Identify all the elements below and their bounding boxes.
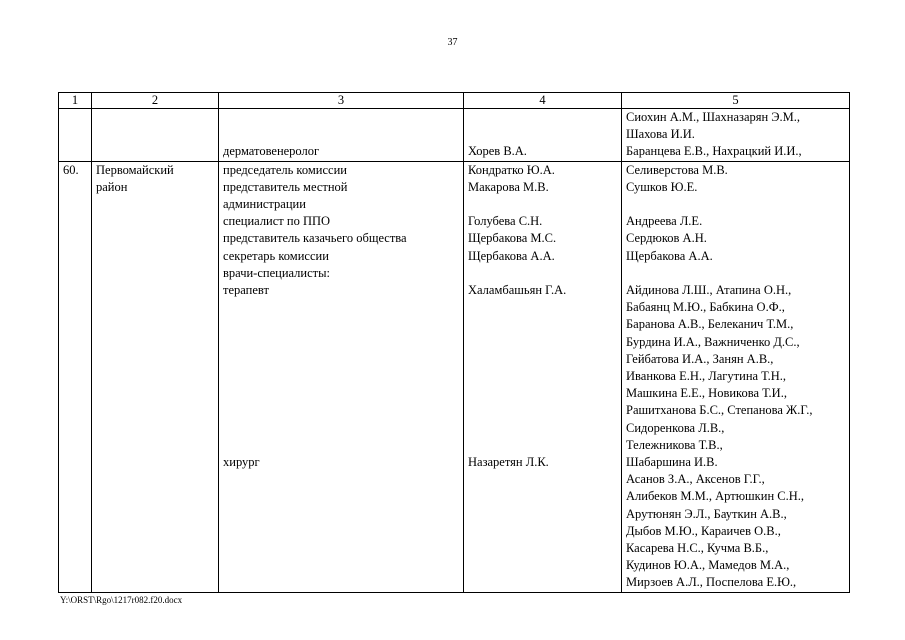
text-line: Назаретян Л.К. bbox=[468, 454, 549, 469]
text-line: Бабаянц М.Ю., Бабкина О.Ф., bbox=[626, 300, 785, 315]
text-line bbox=[223, 385, 459, 402]
cont-district-cell bbox=[92, 109, 219, 162]
text-line: врачи-специалисты: bbox=[223, 265, 330, 280]
cont-member-cell bbox=[464, 109, 622, 162]
text-line: дерматовенеролог bbox=[223, 144, 320, 159]
text-line bbox=[223, 523, 459, 540]
text-line bbox=[468, 505, 617, 522]
row-number: 60. bbox=[59, 161, 92, 592]
text-line bbox=[223, 402, 459, 419]
text-line bbox=[468, 385, 617, 402]
position-cell bbox=[219, 161, 464, 592]
text-line bbox=[626, 265, 845, 282]
text-line bbox=[468, 299, 617, 316]
text-line: Арутюнян Э.Л., Бауткин А.В., bbox=[626, 506, 787, 521]
commission-table bbox=[58, 92, 850, 593]
text-line: Сиохин А.М., Шахназарян Э.М., bbox=[626, 110, 801, 124]
text-line: Баранова А.В., Белеканич Т.М., bbox=[626, 317, 794, 332]
text-line bbox=[468, 126, 617, 143]
header-col-4: 4 bbox=[464, 93, 622, 109]
text-line bbox=[223, 488, 459, 505]
text-line: Хорев В.А. bbox=[468, 144, 527, 159]
text-line bbox=[468, 437, 617, 454]
reserves bbox=[626, 162, 845, 592]
text-line: Халамбашьян Г.А. bbox=[468, 283, 567, 297]
member-cell bbox=[464, 161, 622, 592]
text-line: Рашитханова Б.С., Степанова Ж.Г., bbox=[626, 403, 813, 418]
text-line: Шабаршина И.В. bbox=[626, 455, 718, 470]
text-line: Баранцева Е.В., Нахрацкий И.И., bbox=[626, 144, 802, 159]
text-line bbox=[468, 488, 617, 505]
text-line: Щербакова М.С. bbox=[468, 231, 557, 246]
text-line: Бурдина И.А., Важниченко Д.С., bbox=[626, 334, 800, 349]
text-line: Асанов З.А., Аксенов Г.Г., bbox=[626, 472, 765, 487]
text-line bbox=[468, 196, 617, 213]
text-line: Щербакова А.А. bbox=[626, 248, 713, 263]
text-line: Касарева Н.С., Кучма В.Б., bbox=[626, 541, 769, 556]
text-line: Айдинова Л.Ш., Атапина О.Н., bbox=[626, 283, 792, 297]
cont-positions bbox=[223, 109, 459, 161]
text-line bbox=[223, 299, 459, 316]
text-line bbox=[223, 334, 459, 351]
header-col-2: 2 bbox=[92, 93, 219, 109]
text-line bbox=[468, 265, 617, 282]
text-line: Сердюков А.Н. bbox=[626, 231, 707, 246]
text-line bbox=[468, 557, 617, 574]
text-line: секретарь комиссии bbox=[223, 248, 329, 263]
text-line: представитель казачьего общества bbox=[223, 231, 407, 246]
text-line bbox=[223, 540, 459, 557]
header-col-5: 5 bbox=[622, 93, 850, 109]
text-line bbox=[468, 109, 617, 126]
district-name bbox=[96, 162, 214, 196]
text-line bbox=[223, 126, 459, 143]
header-col-3: 3 bbox=[219, 93, 464, 109]
page-number: 37 bbox=[447, 37, 458, 48]
text-line: район bbox=[96, 179, 128, 194]
text-line: Мирзоев А.Л., Поспелова Е.Ю., bbox=[626, 575, 797, 590]
text-line: Первомайский bbox=[96, 162, 174, 177]
table-row-60 bbox=[59, 161, 850, 592]
cont-reserve-cell bbox=[622, 109, 850, 162]
text-line: Селиверстова М.В. bbox=[626, 162, 728, 177]
text-line bbox=[468, 540, 617, 557]
text-line bbox=[223, 109, 459, 126]
district-cell bbox=[92, 161, 219, 592]
text-line bbox=[468, 316, 617, 333]
text-line: Голубева С.Н. bbox=[468, 214, 543, 229]
text-line bbox=[223, 557, 459, 574]
text-line: Сидоренкова Л.В., bbox=[626, 420, 725, 435]
text-line: Кудинов Ю.А., Мамедов М.А., bbox=[626, 558, 790, 573]
text-line: представитель местной bbox=[223, 179, 348, 194]
text-line bbox=[223, 437, 459, 454]
text-line bbox=[468, 334, 617, 351]
text-line: Щербакова А.А. bbox=[468, 248, 555, 263]
reserve-cell bbox=[622, 161, 850, 592]
table-row-continuation bbox=[59, 109, 850, 162]
text-line: администрации bbox=[223, 197, 306, 212]
text-line: специалист по ППО bbox=[223, 214, 331, 229]
text-line bbox=[468, 368, 617, 385]
text-line bbox=[223, 420, 459, 437]
positions bbox=[223, 162, 459, 575]
text-line bbox=[223, 368, 459, 385]
text-line: Машкина Е.Е., Новикова Т.И., bbox=[626, 386, 787, 401]
text-line: Гейбатова И.А., Занян А.В., bbox=[626, 351, 774, 366]
cont-reserves bbox=[626, 109, 845, 161]
text-line: Дыбов М.Ю., Караичев О.В., bbox=[626, 523, 781, 538]
text-line bbox=[468, 523, 617, 540]
text-line: Иванкова Е.Н., Лагутина Т.Н., bbox=[626, 369, 786, 384]
text-line: председатель комиссии bbox=[223, 162, 347, 177]
text-line bbox=[468, 402, 617, 419]
text-line bbox=[468, 471, 617, 488]
text-line bbox=[223, 506, 459, 523]
text-line: Макарова М.В. bbox=[468, 179, 549, 194]
text-line: Тележникова Т.В., bbox=[626, 437, 723, 452]
cont-position-cell bbox=[219, 109, 464, 162]
text-line: Андреева Л.Е. bbox=[626, 214, 703, 229]
table-header-row bbox=[59, 93, 850, 109]
text-line bbox=[468, 420, 617, 437]
text-line bbox=[468, 351, 617, 368]
text-line: Сушков Ю.Е. bbox=[626, 179, 698, 194]
file-path-footer: Y:\ORST\Rgo\1217r082.f20.docx bbox=[60, 595, 183, 605]
text-line: Кондратко Ю.А. bbox=[468, 162, 555, 177]
members bbox=[468, 162, 617, 575]
text-line bbox=[626, 196, 845, 213]
text-line: хирург bbox=[223, 454, 260, 469]
text-line: терапевт bbox=[223, 283, 269, 298]
text-line: Шахова И.И. bbox=[626, 127, 695, 142]
cont-members bbox=[468, 109, 617, 161]
text-line bbox=[223, 471, 459, 488]
header-col-1: 1 bbox=[59, 93, 92, 109]
text-line: Алибеков М.М., Артюшкин С.Н., bbox=[626, 489, 804, 504]
text-line bbox=[223, 351, 459, 368]
cont-number-cell bbox=[59, 109, 92, 162]
text-line bbox=[223, 316, 459, 333]
